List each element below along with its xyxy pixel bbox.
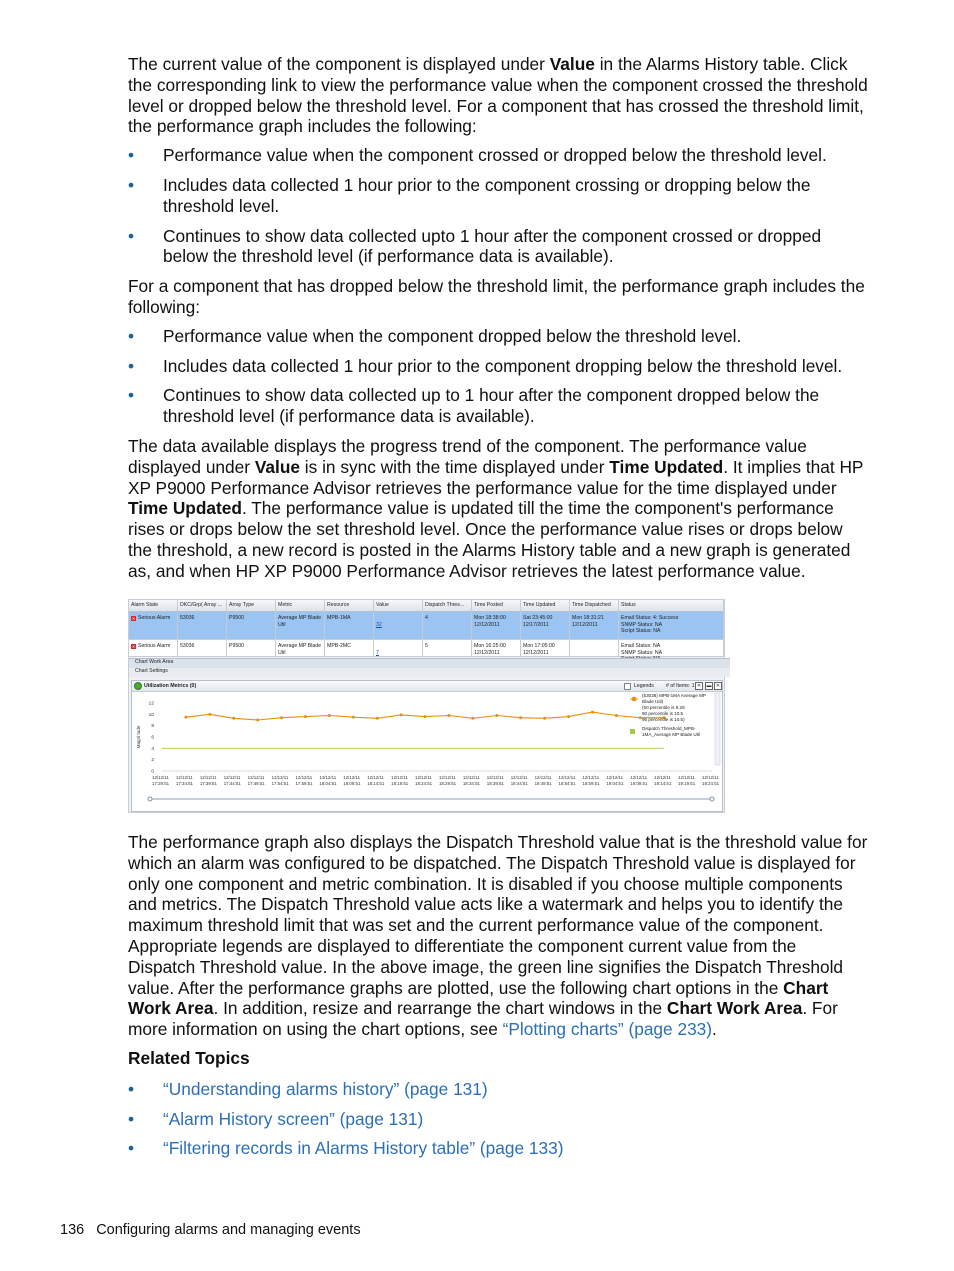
data-point [328,714,331,717]
data-point [376,717,379,720]
minimize-icon[interactable]: ▬ [706,683,712,689]
column-header[interactable]: Time Dispatched [570,600,619,611]
y-tick-label: 4 [151,746,154,752]
table-row[interactable] [129,640,724,657]
list-item-text: Includes data collected 1 hour prior to the component crossing or dropping below the threshold level. [163,174,811,216]
data-point [400,713,403,716]
x-tick-label: 17:59:51 [295,781,313,786]
list-item [128,226,868,268]
cell-text: 12/12/2011 [572,621,598,628]
dropped-threshold-list [128,326,868,427]
x-tick-label: 12/12/11 [438,775,456,780]
close-window-icon[interactable]: ✕ [715,683,721,689]
cell-text: Serious Alarm [138,643,171,649]
bullet-icon: • [128,174,135,195]
list-item-text: Performance value when the component crossed or dropped below the threshold level. [163,145,827,166]
table-row[interactable] [129,612,724,640]
cell-text: 12/12/2011 [474,649,500,656]
cell-dkc: 53036 [178,612,227,639]
y-tick-label: 0 [151,769,154,775]
x-tick-label: 12/12/11 [630,775,648,780]
related-link[interactable]: “Understanding alarms history” (page 131) [163,1078,488,1099]
x-tick-label: 18:29:51 [438,781,457,786]
x-tick-label: 18:49:51 [534,781,552,786]
list-item [128,1109,868,1130]
cell-text: Email Status: NA [621,643,661,649]
x-tick-label: 12/12/11 [558,775,576,780]
cell-text: Util [278,649,286,656]
legend-text: Blade Util) [642,699,664,704]
y-tick-label: 6 [151,735,154,741]
column-header[interactable]: Alarm State [129,600,178,611]
x-tick-label: 12/12/11 [606,775,624,780]
cell-text: Serious Alarm [138,615,171,621]
cell-array-type: P9500 [227,612,276,639]
column-header[interactable]: Array Type [227,600,276,611]
x-tick-label: 19:19:51 [678,781,696,786]
cell-text: Mon 18:31:21 [572,615,604,621]
list-item-text: Includes data collected 1 hour prior to the component dropping below the threshold level. [163,355,843,376]
x-tick-label: 18:59:51 [582,781,600,786]
x-tick-label: 19:04:51 [606,781,624,786]
x-tick-label: 12/12/11 [486,775,504,780]
column-header[interactable]: Time Updated [521,600,570,611]
x-tick-label: 12/12/11 [319,775,337,780]
x-tick-label: 12/12/11 [582,775,600,780]
text-run: . In addition, resize and rearrange the chart windows in the [213,998,667,1019]
x-tick-label: 12/12/11 [343,775,361,780]
list-item [128,1079,868,1100]
x-tick-label: 18:34:51 [462,781,480,786]
legend-text: 90 percentile is 10.5 [642,711,684,716]
related-topics-list [128,1079,868,1159]
items-count: # of Items: 1 [666,683,695,689]
cell-dkc: 53036 [178,640,227,656]
text-run: The data available displays the progress trend of the component. The performance value displayed under [128,435,807,477]
dropped-paragraph: For a component that has dropped below the threshold limit, the performance graph includes the following: [128,276,865,317]
zoom-slider-handle-left[interactable] [148,797,152,801]
term-time-updated: Time Updated [128,498,242,519]
column-header[interactable]: Resource [325,600,374,611]
data-point [567,715,570,718]
data-point [447,714,450,717]
list-item-text: Continues to show data collected upto 1 hour after the component crossed or dropped below the threshold level (if performance data is available). [163,225,822,267]
x-tick-label: 12/12/11 [654,775,671,780]
cell-alarm-state [129,612,178,639]
data-point [184,716,187,719]
cell-text: Mon 16:25:00 [474,643,506,649]
cell-text: Average MP Blade [278,615,322,621]
list-item [128,356,868,377]
y-tick-label: 8 [151,724,154,730]
cell-dispatch-threshold: 4 [423,612,472,639]
column-header[interactable]: Dispatch Thres... [423,600,472,611]
data-point [495,714,498,717]
term-value: Value [254,456,300,477]
bullet-icon: • [128,385,135,406]
table-header [129,600,724,612]
x-tick-label: 12/12/11 [223,775,241,780]
cell-time-dispatched [570,640,619,656]
list-item [128,145,868,166]
x-tick-label: 18:24:51 [415,781,433,786]
column-header[interactable]: Time Posted [472,600,521,611]
cell-text: Mon 18:38:00 [474,615,506,621]
legend-text: (50 percentile is 9.28 [642,705,685,710]
cell-dispatch-threshold: 5 [423,640,472,656]
list-item-text: Continues to show data collected up to 1 hour after the component dropped below the threshold level (if performance data is available). [163,385,820,427]
list-item [128,175,868,217]
list-item-text: Performance value when the component dropped below the threshold level. [163,325,742,346]
chart-settings-header[interactable]: Chart Settings [129,668,730,677]
bullet-icon: • [128,1138,135,1159]
data-point [615,714,618,717]
related-topics-heading: Related Topics [128,1047,250,1068]
data-point [591,711,594,714]
term-chart-work-area: Chart Work Area [666,998,803,1019]
legend-text: (53036) MPB-1MA Average MP [642,693,707,698]
text-run: in the Alarms History table. Click the corresponding link to view the performance value when the component crossed the threshold level or dropped below the threshold level. For a component that has crossed the threshold limit, the performance graph includes the following: [128,54,868,137]
legend-scrollbar[interactable] [715,693,720,765]
legend-text: 95 percentile is 10.5) [642,717,685,722]
term-chart-work-area: Chart Work Area [128,977,829,1019]
chart-window [131,680,723,812]
data-point [471,717,474,720]
x-tick-label: 18:04:51 [319,781,337,786]
page-number: 136 [60,1222,85,1238]
text-run: is in sync with the time displayed under [299,456,610,477]
data-point [304,715,307,718]
cell-text: Mon 17:05:00 [523,643,555,649]
bullet-icon: • [128,325,135,346]
bullet-icon: • [128,355,135,376]
y-tick-label: 10 [148,712,154,718]
term-value: Value [549,54,595,74]
text-run: . For more information on using the chart options, see [128,998,838,1040]
chart-title: Utilization Metrics (0) [144,683,197,689]
cell-time-posted [472,640,521,656]
crossed-threshold-list [128,145,868,267]
text-run: . The performance value is updated till the time the component's performance rises or drops below the set threshold level. Once the performance value rises or drops below the threshold, a new record is posted in the Alarms History table and a new graph is generated as, and when HP XP P9000 Performance Advisor retrieves the latest performance value. [128,498,851,581]
data-point [280,716,283,719]
x-tick-label: 17:49:51 [247,781,265,786]
list-item [128,1138,868,1159]
x-tick-label: 12/12/11 [510,775,528,780]
alarm-error-icon: ✕ [131,616,136,621]
column-header[interactable]: DKC/Grp( Array ... [178,600,227,611]
column-header[interactable]: Value [374,600,423,611]
column-header[interactable]: Status [619,600,724,611]
related-link[interactable]: “Filtering records in Alarms History table” (page 133) [163,1138,564,1159]
legends-label: Legends [634,683,654,689]
x-tick-label: 12/12/11 [534,775,552,780]
x-tick-label: 17:44:51 [223,781,241,786]
list-item [128,326,868,347]
x-tick-label: 12/12/11 [702,775,719,780]
text-run: . It implies that HP XP P9000 Performance Advisor retrieves the performance value for the time displayed under [128,456,864,498]
cell-text: Sat 23:45:00 [523,615,553,621]
legends-checkbox[interactable] [624,683,631,690]
text-run: The performance graph also displays the Dispatch Threshold value that is the threshold value for which an alarm was configured to be dispatched. The Dispatch Threshold value is displayed for only one component and metric combination. It is disabled if you choose multiple components and metrics. The Dispatch Threshold value acts like a watermark and helps you to identify the maximum threshold limit that was set and the current performance value of the component. Appropriate legends are displayed to differentiate the component current value from the Dispatch Threshold value. In the above image, the green line signifies the Dispatch Threshold value. After the performance graphs are plotted, use the following chart options in the [128,832,868,998]
cell-text: Script Status: NA [621,628,661,634]
legend-swatch-green [630,729,635,734]
value-link[interactable]: 7 [376,649,379,656]
footer-section-title: Configuring alarms and managing events [96,1222,361,1238]
cell-array-type: P9500 [227,640,276,656]
data-point [256,719,259,722]
value-link[interactable]: 32 [376,621,382,628]
page-body [128,54,868,590]
x-tick-label: 12/12/11 [152,775,169,780]
y-axis-label: Magni tude [136,725,141,749]
cell-time-updated [521,612,570,639]
y-tick-label: 2 [151,758,154,764]
cell-metric [276,640,325,656]
x-tick-label: 17:29:51 [152,781,170,786]
cell-text: SNMP Status: NA [621,621,663,628]
x-tick-label: 19:24:51 [702,781,720,786]
x-tick-label: 17:34:51 [175,781,194,786]
x-tick-label: 12/12/11 [678,775,695,780]
bullet-icon: • [128,1078,135,1099]
cell-time-dispatched [570,612,619,639]
x-tick-label: 19:14:51 [654,781,672,786]
x-tick-label: 17:54:51 [271,781,289,786]
legend-text: 1MA_Average MP Blade Util [642,732,701,737]
x-tick-label: 18:54:51 [558,781,576,786]
alarm-error-icon: ✕ [131,644,136,649]
column-header[interactable]: Metric [276,600,325,611]
x-tick-label: 12/12/11 [295,775,313,780]
x-tick-label: 12/12/11 [175,775,193,780]
intro-paragraph [128,54,868,137]
x-tick-label: 12/12/11 [367,775,384,780]
cell-status [619,640,724,656]
x-tick-label: 18:44:51 [510,781,528,786]
cell-alarm-state [129,640,178,656]
x-tick-label: 12/12/11 [462,775,480,780]
cell-time-updated [521,640,570,656]
progress-trend-paragraph [128,436,868,582]
cell-metric [276,612,325,639]
performance-chart [132,691,722,811]
cell-resource: MPB-2MC [325,640,374,656]
text-run: . [712,1019,717,1040]
data-point [424,715,427,718]
page-footer [60,1222,361,1238]
cell-status [619,612,724,639]
close-icon[interactable]: ✕ [696,683,702,689]
cell-text: Util [278,621,286,628]
cell-value [374,640,423,656]
data-point [543,717,546,720]
data-point [519,716,522,719]
check-circle-icon [134,682,142,690]
cell-text: SNMP Status: NA [621,649,663,656]
page-body-continued [128,832,868,1168]
cell-text: 12/12/2011 [474,621,500,628]
bullet-icon: • [128,225,135,246]
y-tick-label: 12 [148,701,154,707]
cell-text: 12/17/2011 [523,621,549,628]
alarms-history-screenshot [128,599,725,813]
x-tick-label: 18:19:51 [391,781,409,786]
bullet-icon: • [128,1108,135,1129]
cell-text: Average MP Blade [278,643,322,649]
plotting-charts-link[interactable]: “Plotting charts” (page 233) [502,1019,713,1040]
x-tick-label: 18:09:51 [343,781,361,786]
cell-text: Email Status: 4: Success [621,615,679,621]
text-run: The current value of the component is displayed under [128,54,550,74]
x-tick-label: 12/12/11 [415,775,432,780]
data-point [208,713,211,716]
legend-text: Dispatch Threshold_MPB- [642,726,696,731]
dispatch-threshold-paragraph [128,832,868,1040]
alarms-history-table [129,600,724,657]
x-tick-label: 12/12/11 [247,775,265,780]
cell-time-posted [472,612,521,639]
x-tick-label: 17:39:51 [199,781,217,786]
zoom-slider-handle-right[interactable] [710,797,714,801]
data-point [352,716,355,719]
cell-value [374,612,423,639]
x-tick-label: 12/12/11 [391,775,408,780]
list-item [128,385,868,427]
x-tick-label: 18:14:51 [367,781,385,786]
cell-resource: MPB-1MA [325,612,374,639]
x-tick-label: 18:39:51 [486,781,504,786]
x-tick-label: 19:09:51 [630,781,648,786]
x-tick-label: 12/12/11 [271,775,289,780]
chart-work-area-header[interactable]: Chart Work Area [129,658,730,668]
related-link[interactable]: “Alarm History screen” (page 131) [163,1108,424,1129]
term-time-updated: Time Updated [609,456,724,477]
bullet-icon: • [128,145,135,166]
x-tick-label: 12/12/11 [199,775,217,780]
cell-text: 12/12/2011 [523,649,549,656]
data-point [232,717,235,720]
